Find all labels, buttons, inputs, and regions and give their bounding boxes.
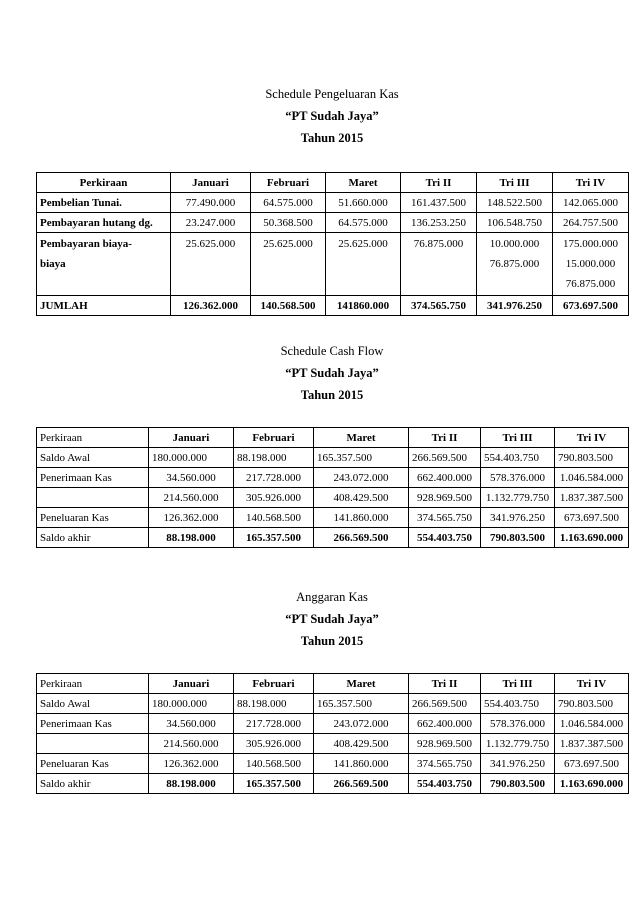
table-cell: 140.568.500 (251, 296, 326, 316)
total-row (37, 296, 629, 316)
table-cell: 1.046.584.000 (555, 468, 629, 488)
table-cell: 266.569.500 (409, 694, 481, 714)
table-cell: 578.376.000 (481, 468, 555, 488)
table-cell: 217.728.000 (234, 714, 314, 734)
table-row (37, 488, 629, 508)
table-row (37, 508, 629, 528)
header-cell: Maret (314, 428, 409, 448)
table-cell: 141.860.000 (314, 508, 409, 528)
table-cell: 77.490.000 (171, 193, 251, 213)
table-header-row (37, 674, 629, 694)
table-cell (553, 233, 629, 296)
cell-line: 76.875.000 (565, 278, 616, 290)
table-cell: 790.803.500 (481, 774, 555, 794)
table-cell: 554.403.750 (481, 448, 555, 468)
table-cell: 50.368.500 (251, 213, 326, 233)
table-cell: 140.568.500 (234, 508, 314, 528)
row-label-line: Pembayaran biaya- (40, 238, 132, 250)
table-cell: 243.072.000 (314, 468, 409, 488)
pengeluaran-table (36, 172, 629, 316)
table-row (37, 754, 629, 774)
total-row (37, 528, 629, 548)
section-title: Schedule Cash Flow (280, 344, 384, 358)
row-label: Penerimaan Kas (37, 714, 149, 734)
table-cell: 214.560.000 (149, 488, 234, 508)
header-cell: Tri IV (555, 428, 629, 448)
row-label (37, 734, 149, 754)
company-name: “PT Sudah Jaya” (285, 109, 379, 123)
table-cell: 141.860.000 (314, 754, 409, 774)
header-cell: Januari (171, 173, 251, 193)
table-row (37, 734, 629, 754)
table-cell: 790.803.500 (555, 448, 629, 468)
company-name: “PT Sudah Jaya” (285, 366, 379, 380)
table-cell: 165.357.500 (314, 694, 409, 714)
table-cell: 554.403.750 (409, 774, 481, 794)
schedule-pengeluaran-section (36, 83, 628, 312)
table-header-row (37, 428, 629, 448)
table-cell: 266.569.500 (314, 774, 409, 794)
table-cell: 165.357.500 (234, 774, 314, 794)
table-cell: 928.969.500 (409, 488, 481, 508)
table-cell: 214.560.000 (149, 734, 234, 754)
table-cell: 1.837.387.500 (555, 734, 629, 754)
table-cell: 266.569.500 (314, 528, 409, 548)
table-cell: 408.429.500 (314, 488, 409, 508)
table-cell: 790.803.500 (481, 528, 555, 548)
table-cell: 126.362.000 (171, 296, 251, 316)
table-cell: 673.697.500 (553, 296, 629, 316)
cell-line: 25.625.000 (263, 238, 313, 250)
header-cell: Tri II (409, 674, 481, 694)
table-cell: 554.403.750 (481, 694, 555, 714)
header-cell: Perkiraan (37, 428, 149, 448)
row-label: Saldo Awal (37, 694, 149, 714)
header-cell: Januari (149, 428, 234, 448)
table-row (37, 468, 629, 488)
table-cell: 165.357.500 (234, 528, 314, 548)
table-cell: 106.548.750 (477, 213, 553, 233)
table-cell: 928.969.500 (409, 734, 481, 754)
table-cell: 126.362.000 (149, 508, 234, 528)
table-cell: 1.163.690.000 (555, 528, 629, 548)
cell-line: 15.000.000 (565, 258, 616, 270)
header-cell: Maret (326, 173, 401, 193)
table-cell: 305.926.000 (234, 734, 314, 754)
anggaran-kas-table (36, 673, 629, 794)
cell-line: 76.875.000 (489, 258, 540, 270)
company-name: “PT Sudah Jaya” (285, 612, 379, 626)
table-row (37, 213, 629, 233)
table-cell: 266.569.500 (409, 448, 481, 468)
table-cell: 88.198.000 (149, 774, 234, 794)
table-cell: 374.565.750 (401, 296, 477, 316)
header-cell: Perkiraan (37, 173, 171, 193)
row-label: Pembayaran hutang dg. (37, 213, 171, 233)
table-cell: 64.575.000 (326, 213, 401, 233)
table-row (37, 193, 629, 213)
row-label: JUMLAH (37, 296, 171, 316)
table-cell (251, 233, 326, 296)
table-cell: 673.697.500 (555, 508, 629, 528)
table-cell (171, 233, 251, 296)
header-cell: Februari (251, 173, 326, 193)
section-heading (36, 83, 628, 149)
total-row (37, 774, 629, 794)
header-cell: Februari (234, 428, 314, 448)
header-cell: Perkiraan (37, 674, 149, 694)
table-cell: 554.403.750 (409, 528, 481, 548)
section-heading (36, 586, 628, 652)
header-cell: Tri III (477, 173, 553, 193)
table-cell: 1.132.779.750 (481, 488, 555, 508)
table-cell: 1.837.387.500 (555, 488, 629, 508)
cell-line: 25.625.000 (185, 238, 236, 250)
table-cell (401, 233, 477, 296)
table-row (37, 714, 629, 734)
section-heading (36, 340, 628, 406)
table-cell: 141860.000 (326, 296, 401, 316)
table-cell: 662.400.000 (409, 468, 481, 488)
row-label: Saldo akhir (37, 774, 149, 794)
table-row (37, 448, 629, 468)
table-row (37, 233, 629, 296)
table-cell: 408.429.500 (314, 734, 409, 754)
table-cell: 180.000.000 (149, 694, 234, 714)
header-cell: Tri II (401, 173, 477, 193)
table-cell: 662.400.000 (409, 714, 481, 734)
cell-line: 76.875.000 (413, 238, 464, 250)
table-cell: 165.357.500 (314, 448, 409, 468)
table-cell: 305.926.000 (234, 488, 314, 508)
table-cell: 180.000.000 (149, 448, 234, 468)
row-label: Peneluaran Kas (37, 754, 149, 774)
table-cell: 341.976.250 (481, 508, 555, 528)
cell-line: 175.000.000 (563, 238, 618, 250)
section-title: Schedule Pengeluaran Kas (265, 87, 399, 101)
table-cell: 673.697.500 (555, 754, 629, 774)
table-cell: 51.660.000 (326, 193, 401, 213)
table-cell: 88.198.000 (149, 528, 234, 548)
table-cell: 140.568.500 (234, 754, 314, 774)
table-cell: 264.757.500 (553, 213, 629, 233)
table-cell: 341.976.250 (477, 296, 553, 316)
table-cell: 243.072.000 (314, 714, 409, 734)
table-cell: 142.065.000 (553, 193, 629, 213)
table-cell: 1.163.690.000 (555, 774, 629, 794)
table-cell: 34.560.000 (149, 714, 234, 734)
table-cell: 374.565.750 (409, 754, 481, 774)
row-label: Saldo akhir (37, 528, 149, 548)
table-cell: 64.575.000 (251, 193, 326, 213)
table-cell: 578.376.000 (481, 714, 555, 734)
header-cell: Tri II (409, 428, 481, 448)
table-cell: 126.362.000 (149, 754, 234, 774)
row-label: Peneluaran Kas (37, 508, 149, 528)
section-title: Anggaran Kas (296, 590, 368, 604)
cell-line: 10.000.000 (489, 238, 540, 250)
header-cell: Tri IV (553, 173, 629, 193)
row-label: Saldo Awal (37, 448, 149, 468)
row-label (37, 233, 171, 296)
table-cell: 136.253.250 (401, 213, 477, 233)
table-cell: 1.132.779.750 (481, 734, 555, 754)
table-row (37, 694, 629, 714)
table-cell: 790.803.500 (555, 694, 629, 714)
table-cell (477, 233, 553, 296)
table-cell: 34.560.000 (149, 468, 234, 488)
row-label: Penerimaan Kas (37, 468, 149, 488)
table-cell: 23.247.000 (171, 213, 251, 233)
table-cell: 374.565.750 (409, 508, 481, 528)
table-cell: 341.976.250 (481, 754, 555, 774)
header-cell: Tri III (481, 674, 555, 694)
year-label: Tahun 2015 (300, 634, 364, 648)
table-cell (326, 233, 401, 296)
cell-line: 25.625.000 (338, 238, 388, 250)
anggaran-kas-section (36, 586, 628, 790)
table-cell: 161.437.500 (401, 193, 477, 213)
table-cell: 1.046.584.000 (555, 714, 629, 734)
year-label: Tahun 2015 (300, 388, 364, 402)
table-cell: 88.198.000 (234, 448, 314, 468)
table-cell: 88.198.000 (234, 694, 314, 714)
cash-flow-table (36, 427, 629, 548)
table-cell: 148.522.500 (477, 193, 553, 213)
row-label: Pembelian Tunai. (37, 193, 171, 213)
table-header-row (37, 173, 629, 193)
header-cell: Tri IV (555, 674, 629, 694)
row-label-line: biaya (40, 258, 66, 270)
year-label: Tahun 2015 (300, 131, 364, 145)
row-label (37, 488, 149, 508)
schedule-cash-flow-section (36, 340, 628, 544)
header-cell: Maret (314, 674, 409, 694)
table-cell: 217.728.000 (234, 468, 314, 488)
header-cell: Februari (234, 674, 314, 694)
header-cell: Tri III (481, 428, 555, 448)
header-cell: Januari (149, 674, 234, 694)
